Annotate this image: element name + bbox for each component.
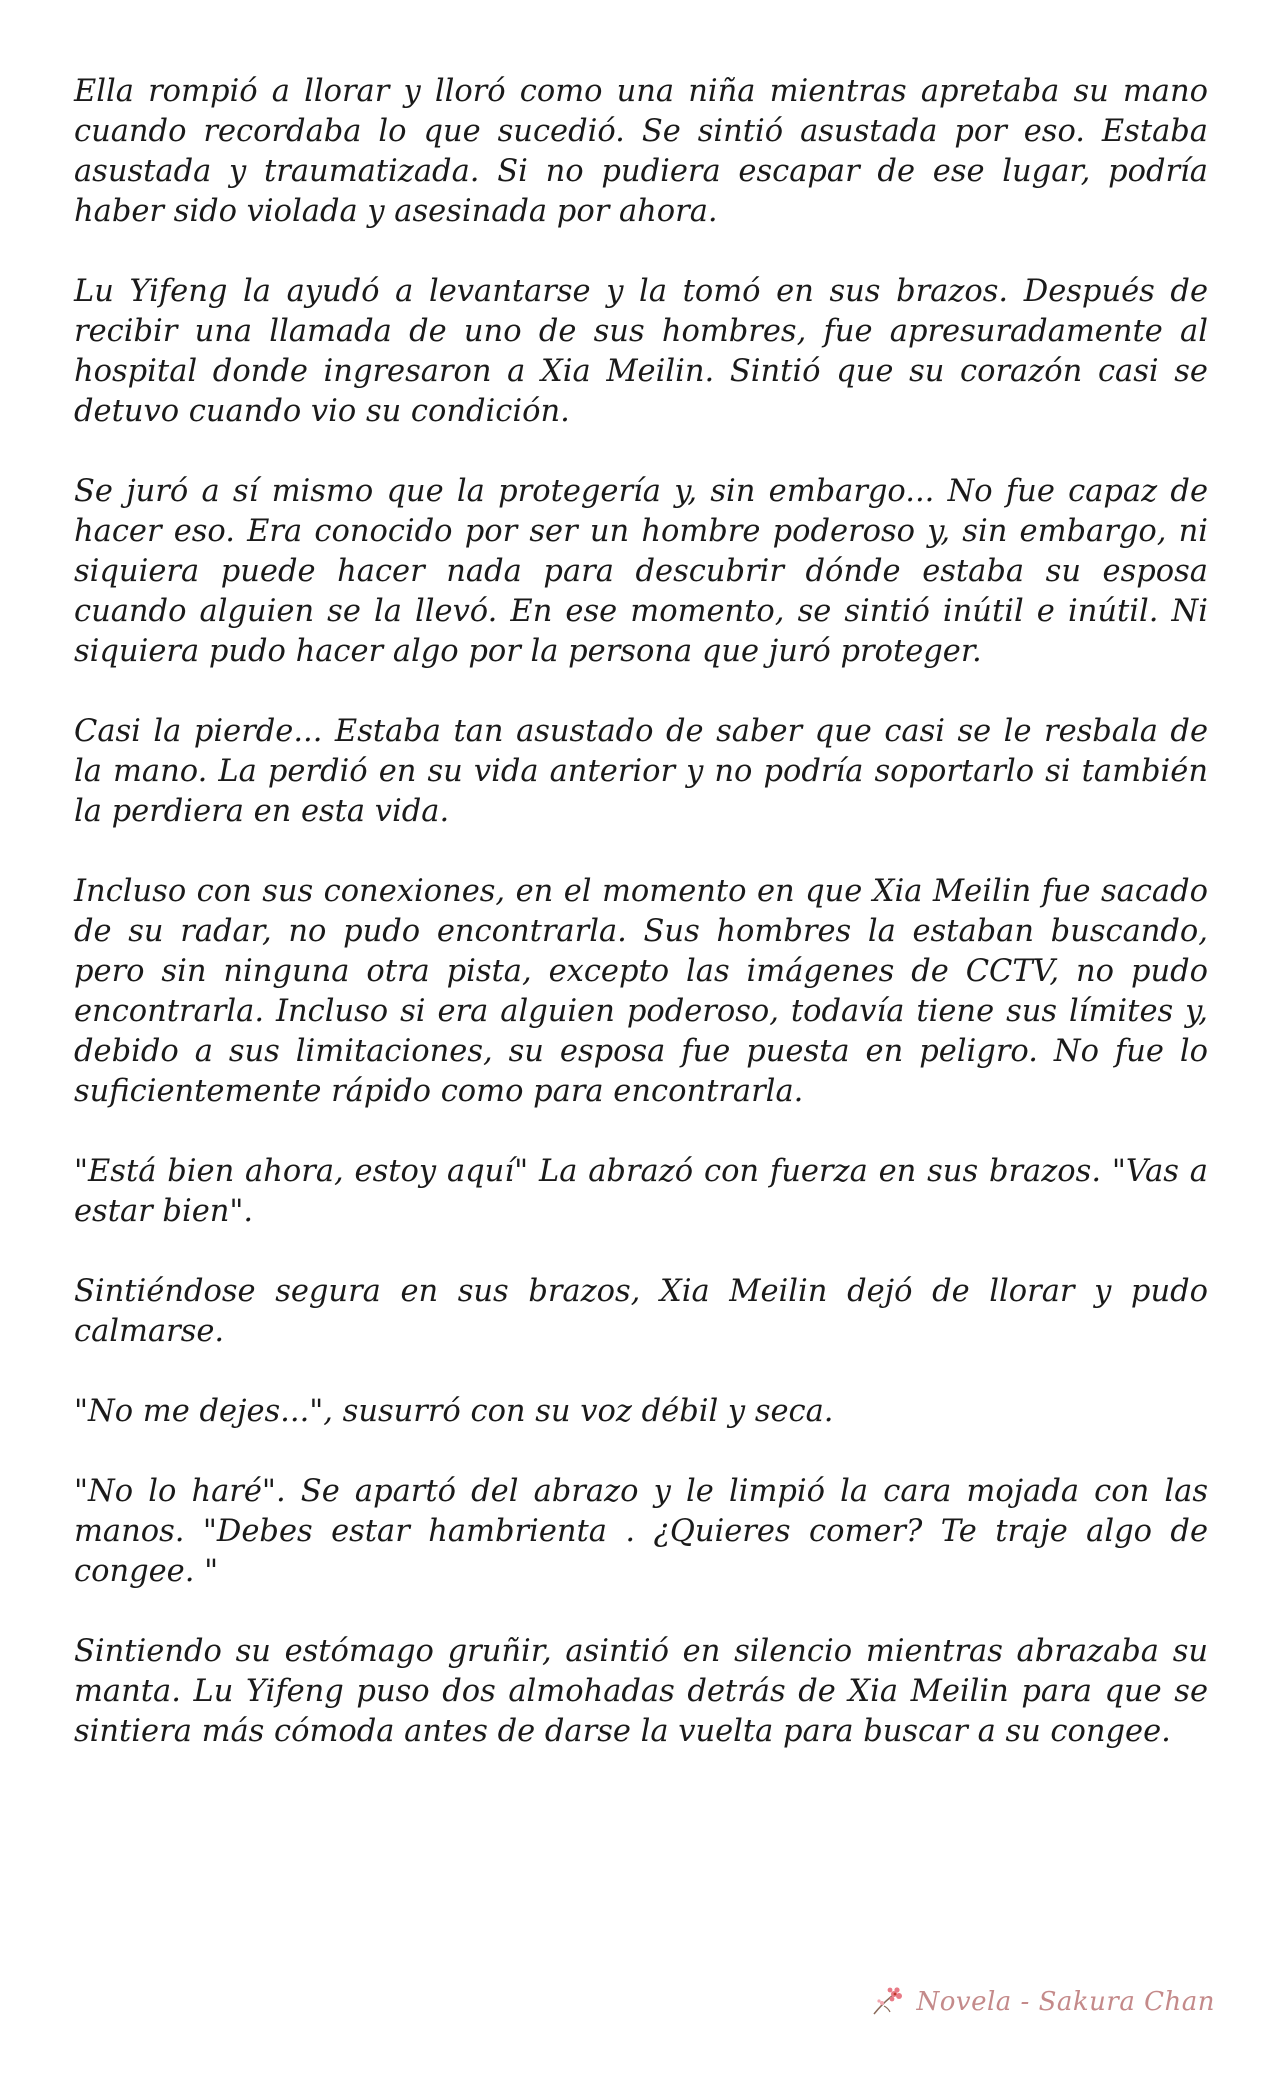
paragraph-10: Sintiendo su estómago gruñir, asintió en silencio mientras abrazaba su manta. Lu Yifeng puso dos almohadas detrás de Xia Meilin para que se sintiera más cómoda antes de darse la vuelta para buscar a su congee. (74, 1634, 1208, 1749)
watermark-text: Novela - Sakura Chan (916, 1987, 1215, 2017)
paragraph-9: "No lo haré". Se apartó del abrazo y le limpió la cara mojada con las manos. "Debes estar hambrienta . ¿Quieres comer? Te traje algo de congee. " (74, 1474, 1208, 1589)
paragraph-2: Lu Yifeng la ayudó a levantarse y la tomó en sus brazos. Después de recibir una llamada de uno de sus hombres, fue apresuradamente al hospital donde ingresaron a Xia Meilin. Sintió que su corazón casi se detuvo cuando vio su condición. (74, 274, 1208, 429)
watermark (870, 1986, 1215, 2018)
paragraph-4: Casi la pierde... Estaba tan asustado de saber que casi se le resbala de la mano. La perdió en su vida anterior y no podría soportarlo si también la perdiera en esta vida. (74, 714, 1208, 829)
paragraph-8: "No me dejes...", susurró con su voz débil y seca. (74, 1394, 834, 1429)
paragraph-3: Se juró a sí mismo que la protegería y, sin embargo... No fue capaz de hacer eso. Era conocido por ser un hombre poderoso y, sin embargo, ni siquiera puede hacer nada para descubrir dónde estaba su esposa cuando alguien se la llevó. En ese momento, se sintió inútil e inútil. Ni siquiera pudo hacer algo por la persona que juró proteger. (74, 474, 1208, 669)
sakura-flower-icon (870, 1986, 906, 2018)
document-body (74, 72, 1208, 1792)
paragraph-5: Incluso con sus conexiones, en el momento en que Xia Meilin fue sacado de su radar, no pudo encontrarla. Sus hombres la estaban buscando, pero sin ninguna otra pista, excepto las imágenes de CCTV, no pudo encontrarla. Incluso si era alguien poderoso, todavía tiene sus límites y, debido a sus limitaciones, su esposa fue puesta en peligro. No fue lo suficientemente rápido como para encontrarla. (74, 874, 1208, 1109)
paragraph-1: Ella rompió a llorar y lloró como una niña mientras apretaba su mano cuando recordaba lo que sucedió. Se sintió asustada por eso. Estaba asustada y traumatizada. Si no pudiera escapar de ese lugar, podría haber sido violada y asesinada por ahora. (74, 74, 1208, 229)
paragraph-7: Sintiéndose segura en sus brazos, Xia Meilin dejó de llorar y pudo calmarse. (74, 1274, 1208, 1349)
paragraph-6: "Está bien ahora, estoy aquí" La abrazó con fuerza en sus brazos. "Vas a estar bien". (74, 1154, 1208, 1229)
